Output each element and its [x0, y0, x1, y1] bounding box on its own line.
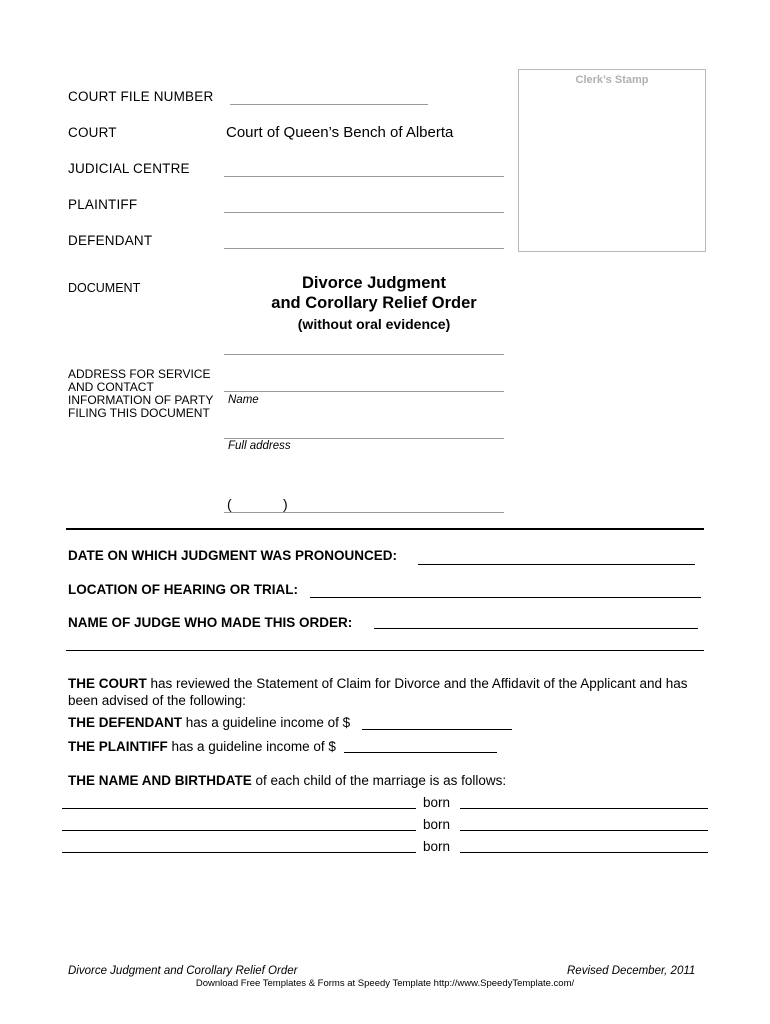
full-address-hint: Full address	[228, 440, 291, 452]
plaintiff-income-bold: THE PLAINTIFF	[68, 739, 168, 754]
court-statement	[68, 675, 698, 709]
document-label: DOCUMENT	[68, 281, 141, 295]
body-divider	[66, 650, 704, 651]
child-name-field-2[interactable]	[62, 830, 416, 831]
born-label-3: born	[423, 839, 451, 854]
document-field[interactable]	[224, 354, 504, 355]
footer-revised: Revised December, 2011	[567, 965, 696, 977]
judgment-date-field[interactable]	[418, 564, 695, 565]
document-subtitle: (without oral evidence)	[297, 316, 451, 332]
name-field[interactable]	[224, 391, 504, 392]
child-birthdate-field-2[interactable]	[460, 830, 708, 831]
clerk-stamp-box	[518, 69, 706, 252]
hearing-location-label: LOCATION OF HEARING OR TRIAL:	[68, 582, 298, 597]
address-label-line4: FILING THIS DOCUMENT	[68, 406, 210, 420]
document-title-line2: and Corollary Relief Order	[271, 294, 477, 312]
phone-close-paren: )	[283, 496, 288, 512]
footer-download-link[interactable]: Download Free Templates & Forms at Speedy Template http://www.SpeedyTemplate.com/	[195, 978, 575, 989]
header-divider	[66, 528, 704, 530]
plaintiff-income-statement	[68, 738, 336, 755]
children-statement	[68, 772, 506, 789]
defendant-income-statement	[68, 714, 350, 731]
phone-open-paren: (	[227, 496, 232, 512]
footer-form-title: Divorce Judgment and Corollary Relief Order	[68, 965, 298, 977]
plaintiff-income-text: has a guideline income of $	[167, 739, 336, 754]
judge-name-label: NAME OF JUDGE WHO MADE THIS ORDER:	[68, 615, 353, 630]
judicial-centre-label: JUDICIAL CENTRE	[68, 161, 190, 176]
born-label-2: born	[423, 817, 451, 832]
court-file-number-field[interactable]	[230, 104, 428, 105]
document-title-line1: Divorce Judgment	[302, 274, 446, 292]
judge-name-field[interactable]	[374, 628, 698, 629]
plaintiff-field[interactable]	[224, 212, 504, 213]
plaintiff-income-field[interactable]	[344, 752, 497, 753]
defendant-label: DEFENDANT	[68, 233, 153, 248]
name-hint: Name	[228, 394, 259, 406]
child-name-field-1[interactable]	[62, 808, 416, 809]
address-label-line1: ADDRESS FOR SERVICE	[68, 367, 211, 381]
address-field[interactable]	[224, 438, 504, 439]
address-label-line3: INFORMATION OF PARTY	[68, 393, 214, 407]
address-label-line2: AND CONTACT	[68, 380, 154, 394]
plaintiff-label: PLAINTIFF	[68, 197, 138, 212]
born-label-1: born	[423, 795, 451, 810]
court-label: COURT	[68, 125, 117, 140]
children-statement-bold: THE NAME AND BIRTHDATE	[68, 773, 252, 788]
child-birthdate-field-1[interactable]	[460, 808, 708, 809]
judgment-date-label: DATE ON WHICH JUDGMENT WAS PRONOUNCED:	[68, 548, 397, 563]
defendant-income-field[interactable]	[362, 729, 512, 730]
defendant-income-text: has a guideline income of $	[182, 715, 351, 730]
children-statement-text: of each child of the marriage is as follows:	[251, 773, 507, 788]
court-value: Court of Queen’s Bench of Alberta	[226, 124, 454, 141]
child-birthdate-field-3[interactable]	[460, 852, 708, 853]
defendant-field[interactable]	[224, 248, 504, 249]
defendant-income-bold: THE DEFENDANT	[68, 715, 182, 730]
hearing-location-field[interactable]	[310, 597, 701, 598]
child-name-field-3[interactable]	[62, 852, 416, 853]
court-statement-bold: THE COURT	[68, 676, 147, 691]
court-statement-text: has reviewed the Statement of Claim for Divorce and the Affidavit of the Applicant and has been advised of the following:	[68, 676, 688, 708]
judicial-centre-field[interactable]	[224, 176, 504, 177]
phone-field[interactable]	[224, 512, 504, 513]
court-file-number-label: COURT FILE NUMBER	[68, 89, 214, 104]
clerk-stamp-label: Clerk’s Stamp	[575, 74, 649, 86]
